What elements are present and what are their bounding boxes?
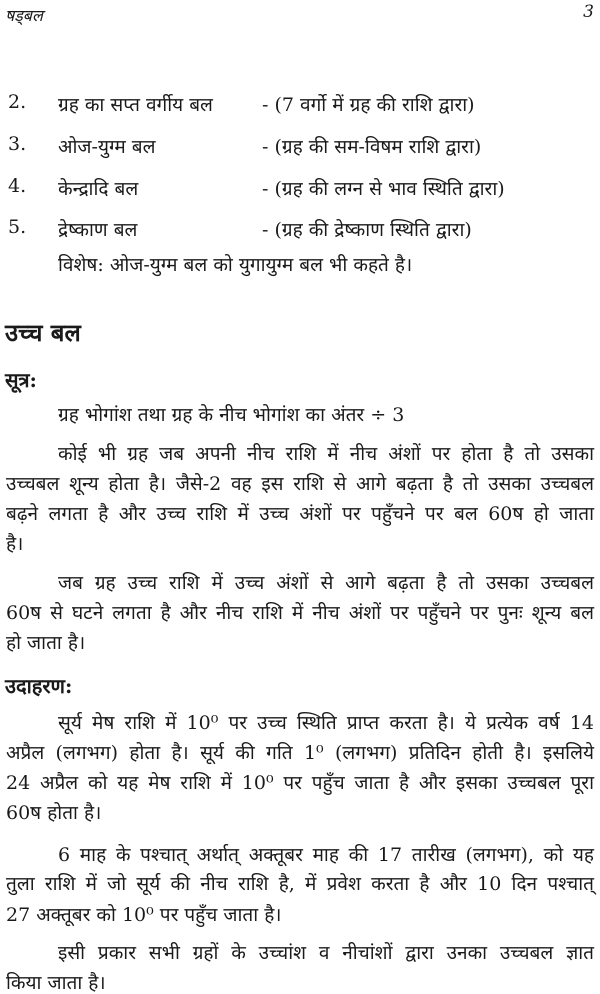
list-description: - (ग्रह की द्रेष्काण स्थिति द्वारा) xyxy=(262,219,472,241)
list-description: - (ग्रह की लग्न से भाव स्थिति द्वारा) xyxy=(262,178,505,200)
text-line: 6 माह के पश्चात् अर्थात् अक्तूबर माह की 17 तारीख (लगभग), को यह xyxy=(58,844,594,866)
text-line: तुला राशि में जो सूर्य की नीच राशि है, में प्रवेश करता है और 10 दिन पश्चात् xyxy=(6,873,594,895)
page-number: 3 xyxy=(583,2,594,22)
text-line: सूर्य मेष राशि में 10⁰ पर उच्च स्थिति प्राप्त करता है। ये प्रत्येक वर्ष 14 xyxy=(58,712,594,734)
section-heading: उच्च बल xyxy=(5,318,81,347)
formula-heading: सूत्र: xyxy=(5,368,37,392)
list-description: - (7 वर्गो में ग्रह की राशि द्वारा) xyxy=(262,94,475,116)
example-heading: उदाहरण: xyxy=(5,674,73,698)
text-line: बढ़ने लगता है और उच्च राशि में उच्च अंशों पर पहुँचने पर बल 60ष हो जाता xyxy=(6,503,594,525)
note: विशेष: ओज-युग्म बल को युगायुग्म बल भी कहते है। xyxy=(58,254,413,276)
text-line: 60ष होता है। xyxy=(6,802,102,824)
list-description: - (ग्रह की सम-विषम राशि द्वारा) xyxy=(262,136,482,158)
list-term: केन्द्रादि बल xyxy=(58,178,139,200)
list-term: द्रेष्काण बल xyxy=(58,219,138,241)
text-line: 24 अप्रैल को यह मेष राशि में 10⁰ पर पहुँच जाता है और इसका उच्चबल पूरा xyxy=(6,772,594,794)
text-line: इसी प्रकार सभी ग्रहों के उच्चांश व नीचांशों द्वारा उनका उच्चबल ज्ञात xyxy=(58,942,594,964)
running-header-title: षड्बल xyxy=(5,6,43,25)
text-line: उच्चबल शून्य होता है। जैसे-2 वह इस राशि से आगे बढ़ता है तो उसका उच्चबल xyxy=(6,473,594,495)
list-number: 5. xyxy=(8,216,27,238)
text-line: है। xyxy=(6,533,24,555)
text-line: कोई भी ग्रह जब अपनी नीच राशि में नीच अंशों पर होता है तो उसका xyxy=(58,443,594,465)
text-line: अप्रैल (लगभग) होता है। सूर्य की गति 1⁰ (लगभग) प्रतिदिन होती है। इसलिये xyxy=(6,742,594,764)
formula: ग्रह भोगांश तथा ग्रह के नीच भोगांश का अंतर ÷ 3 xyxy=(58,404,405,426)
text-line: किया जाता है। xyxy=(6,972,106,994)
list-number: 2. xyxy=(8,91,27,113)
list-number: 3. xyxy=(8,133,27,155)
list-term: ग्रह का सप्त वर्गीय बल xyxy=(58,94,213,116)
list-number: 4. xyxy=(8,175,27,197)
text-line: जब ग्रह उच्च राशि में उच्च अंशों से आगे बढ़ता है तो उसका उच्चबल xyxy=(58,572,594,594)
text-line: 27 अक्तूबर को 10⁰ पर पहुँच जाता है। xyxy=(6,904,282,926)
text-line: 60ष से घटने लगता है और नीच राशि में नीच अंशों पर पहुँचने पर पुनः शून्य बल xyxy=(6,602,594,624)
text-line: हो जाता है। xyxy=(6,632,86,654)
list-term: ओज-युग्म बल xyxy=(58,136,156,158)
